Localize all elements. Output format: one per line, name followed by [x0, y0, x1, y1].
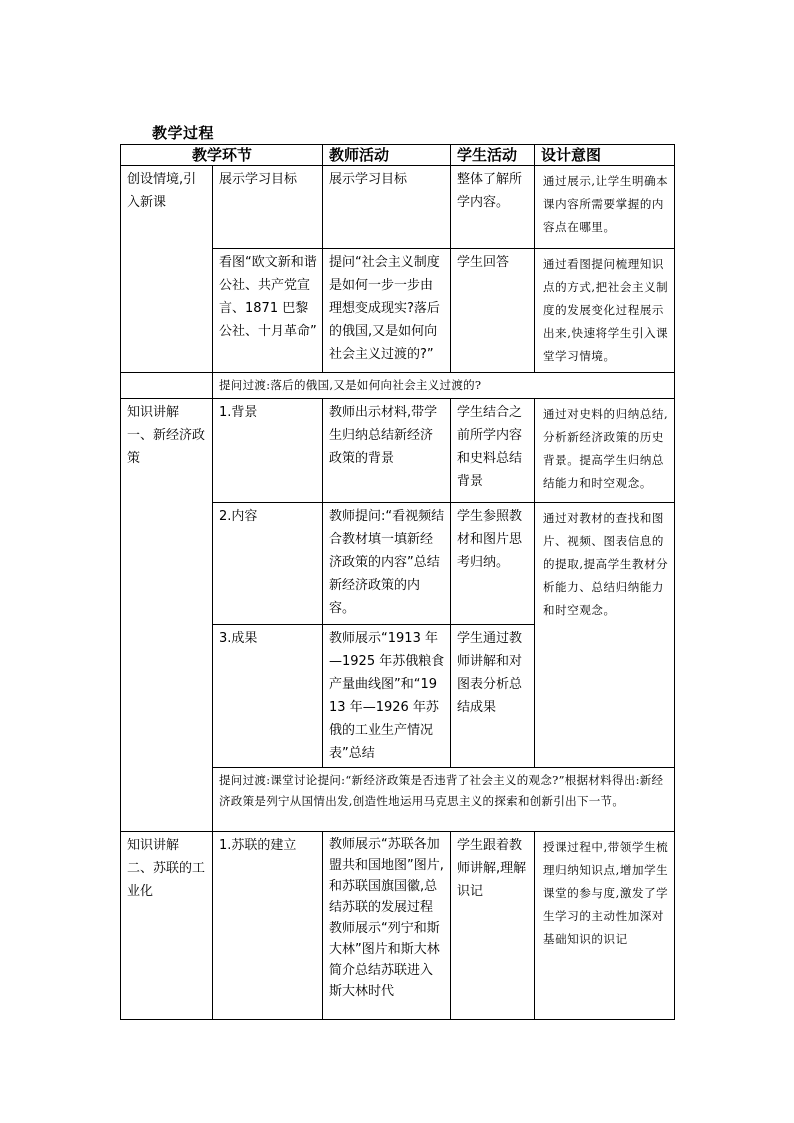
design-intent-cell: 通过看图提问梳理知识点的方式,把社会主义制度的发展变化过程展示出来,快速将学生引入课堂学习情境。: [535, 249, 675, 373]
step-cell: 2.内容: [213, 503, 323, 625]
table-row: [121, 166, 675, 249]
transition-cell: 提问过渡:落后的俄国,又是如何向社会主义过渡的?: [213, 373, 675, 399]
design-intent-cell: 通过对史料的归纳总结,分析新经济政策的历史背景。提高学生归纳总结能力和时空观念。: [535, 399, 675, 503]
header-stage: 教学环节: [121, 145, 323, 166]
step-cell: 看图“欧文新和谐公社、共产党宣言、1871 巴黎公社、十月革命”: [213, 249, 323, 373]
stage-cell-intro: 创设情境,引入新课: [121, 166, 213, 373]
header-teacher-activity: 教师活动: [323, 145, 451, 166]
table-row: [121, 399, 675, 503]
teacher-activity-cell: 展示学习目标: [323, 166, 451, 249]
stage-cell-ussr: 知识讲解 二、苏联的工业化: [121, 832, 213, 1020]
student-activity-cell: 学生参照教材和图片思考归纳。: [451, 503, 535, 625]
design-intent-cell: 通过展示,让学生明确本课内容所需要掌握的内容点在哪里。: [535, 166, 675, 249]
student-activity-cell: 整体了解所学内容。: [451, 166, 535, 249]
transition-row: [121, 373, 675, 399]
stage-cell-nep: 知识讲解 一、新经济政策: [121, 399, 213, 832]
student-activity-cell: 学生跟着教师讲解,理解识记: [451, 832, 535, 1020]
teacher-activity-cell: 教师展示“苏联各加盟共和国地图”图片,和苏联国旗国徽,总结苏联的发展过程 教师展示“列宁和斯大林”图片和斯大林简介总结苏联进入斯大林时代: [323, 832, 451, 1020]
student-activity-cell: 学生通过教师讲解和对图表分析总结成果: [451, 625, 535, 768]
transition-cell: 提问过渡:课堂讨论提问:“新经济政策是否违背了社会主义的观念?”根据材料得出:新经济政策是列宁从国情出发,创造性地运用马克思主义的探索和创新引出下一节。: [213, 768, 675, 832]
header-design-intent: 设计意图: [535, 145, 675, 166]
lesson-plan-table: [120, 144, 675, 1020]
teacher-activity-cell: 教师出示材料,带学生归纳总结新经济政策的背景: [323, 399, 451, 503]
table-row: [121, 832, 675, 1020]
step-cell: 展示学习目标: [213, 166, 323, 249]
student-activity-cell: 学生结合之前所学内容和史料总结背景: [451, 399, 535, 503]
teacher-activity-cell: 提问“社会主义制度是如何一步一步由理想变成现实?落后的俄国,又是如何向社会主义过渡的?”: [323, 249, 451, 373]
transition-spacer: [121, 373, 213, 399]
step-cell: 1.背景: [213, 399, 323, 503]
page-heading: 教学过程: [152, 124, 215, 142]
teacher-activity-cell: 教师提问:“看视频结合教材填一填新经济政策的内容”总结新经济政策的内容。: [323, 503, 451, 625]
table-header-row: [121, 145, 675, 166]
student-activity-cell: 学生回答: [451, 249, 535, 373]
step-cell: 1.苏联的建立: [213, 832, 323, 1020]
header-student-activity: 学生活动: [451, 145, 535, 166]
design-intent-cell: 授课过程中,带领学生梳理归纳知识点,增加学生课堂的参与度,激发了学生学习的主动性加深对基础知识的识记: [535, 832, 675, 1020]
step-cell: 3.成果: [213, 625, 323, 768]
teacher-activity-cell: 教师展示“1913 年—1925 年苏俄粮食产量曲线图”和“1913 年—1926 年苏俄的工业生产情况表”总结: [323, 625, 451, 768]
design-intent-cell: 通过对教材的查找和图片、视频、图表信息的的提取,提高学生教材分析能力、总结归纳能力和时空观念。: [535, 503, 675, 768]
